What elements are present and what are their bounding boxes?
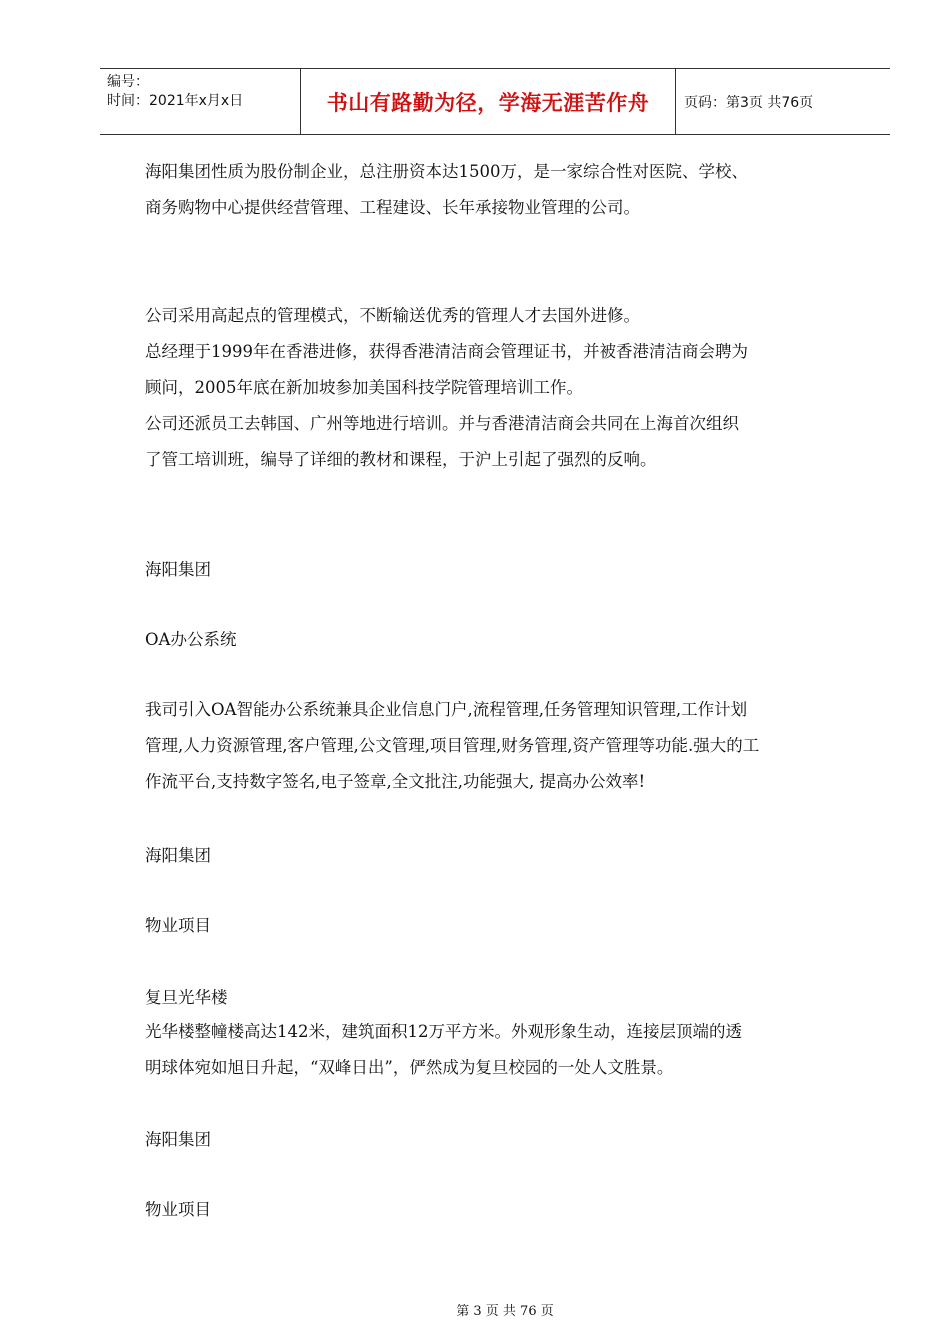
paragraph-guanghua-description: 光华楼整幢楼高达142米，建筑面积12万平方米。外观形象生动，连接层顶端的透 明球体宛如旭日升起，“双峰日出”，俨然成为复旦校园的一处人文胜景。: [145, 1022, 742, 1077]
paragraph-staff-training: 公司还派员工去韩国、广州等地进行培训。并与香港清洁商会共同在上海首次组织 了管工培训班，编导了详细的教材和课程，于沪上引起了强烈的反响。: [145, 414, 739, 469]
paragraph-general-manager: 总经理于1999年在香港进修，获得香港清洁商会管理证书，并被香港清洁商会聘为 顾问，2005年底在新加坡参加美国科技学院管理培训工作。: [145, 342, 748, 397]
heading-fudan-guanghua: 复旦光华楼: [145, 988, 228, 1007]
heading-haiyang-group-3: 海阳集团: [145, 1130, 211, 1149]
paragraph-management-mode: 公司采用高起点的管理模式，不断输送优秀的管理人才去国外进修。: [145, 306, 640, 325]
page-header: [100, 68, 890, 135]
header-slogan: 书山有路勤为径，学海无涯苦作舟: [301, 69, 676, 134]
paragraph-oa-description: 我司引入OA智能办公系统兼具企业信息门户,流程管理,任务管理知识管理,工作计划 管理,人力资源管理,客户管理,公文管理,项目管理,财务管理,资产管理等功能.强大的工 作流平台,支持数字签名,电子签章,全文批注,功能强大, 提高办公效率!: [145, 700, 760, 791]
header-meta: [100, 69, 301, 134]
heading-haiyang-group-1: 海阳集团: [145, 560, 211, 579]
heading-haiyang-group-2: 海阳集团: [145, 846, 211, 865]
time-label: 时间：2021年x月x日: [107, 93, 244, 109]
page-footer: 第 3 页 共 76 页: [456, 1304, 554, 1319]
heading-property-projects-1: 物业项目: [145, 916, 211, 935]
paragraph-company-nature: 海阳集团性质为股份制企业，总注册资本达1500万，是一家综合性对医院、学校、 商务购物中心提供经营管理、工程建设、长年承接物业管理的公司。: [145, 162, 748, 217]
heading-oa-system: OA办公系统: [145, 630, 237, 649]
number-label: 编号：: [107, 74, 149, 90]
heading-property-projects-2: 物业项目: [145, 1200, 211, 1219]
header-page-info: 页码：第3页 共76页: [684, 94, 814, 111]
